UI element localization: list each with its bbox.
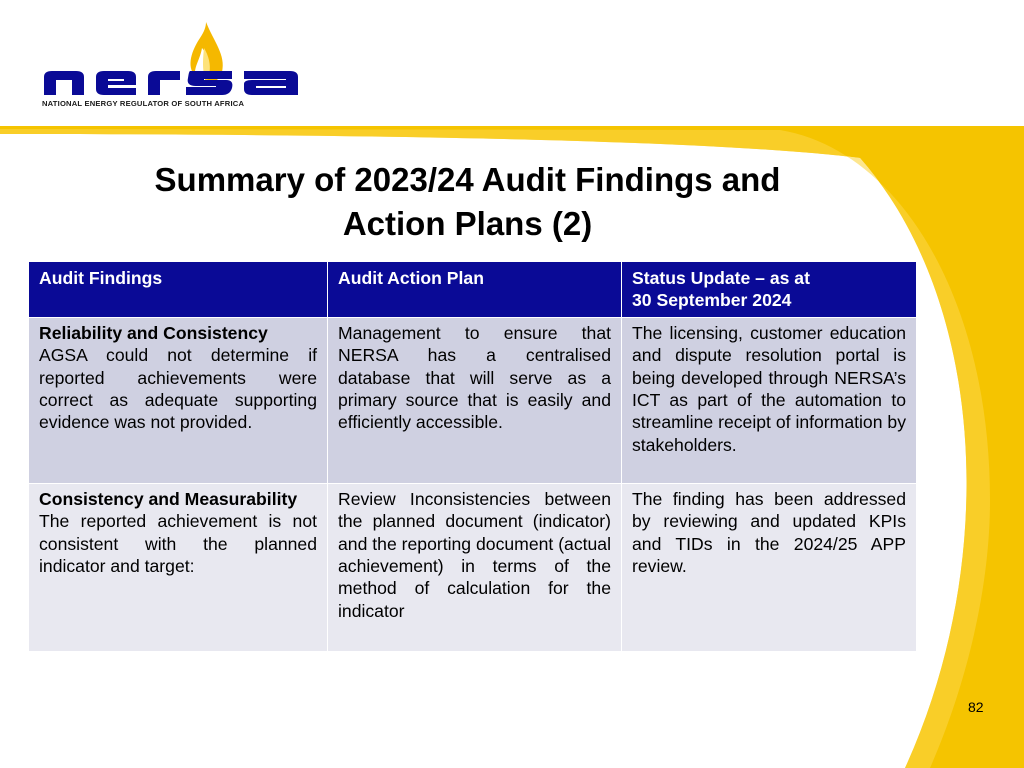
header-status-line-2: 30 September 2024 (632, 290, 792, 311)
logo-letter-r (148, 71, 180, 95)
finding-heading: Consistency and Measurability (39, 488, 298, 509)
finding-heading: Reliability and Consistency (39, 322, 268, 343)
logo-letter-n (44, 71, 84, 95)
logo-letter-s (186, 71, 232, 95)
table-header-row (29, 262, 917, 318)
finding-text: The reported achievement is not consistent with the planned indicator and target: (39, 511, 317, 577)
header-status-update (622, 262, 917, 318)
slide-title-line-1: Summary of 2023/24 Audit Findings and (154, 161, 781, 198)
page-number: 82 (968, 699, 984, 715)
action-plan-cell: Management to ensure that NERSA has a centralised database that will serve as a primary source that is easily and efficiently accessible. (328, 317, 622, 483)
header-status-line-1: Status Update – as at (632, 268, 810, 288)
finding-text: AGSA could not determine if reported achievements were correct as adequate supporting evidence was not provided. (39, 345, 317, 433)
header-audit-findings: Audit Findings (29, 262, 328, 318)
header-audit-action-plan: Audit Action Plan (328, 262, 622, 318)
nersa-logo (44, 22, 298, 95)
slide-title (60, 158, 875, 246)
audit-findings-table (28, 261, 917, 652)
finding-cell (29, 317, 328, 483)
status-cell: The finding has been addressed by reviewing and updated KPIs and TIDs in the 2024/25 APP review. (622, 483, 917, 651)
logo-tagline: NATIONAL ENERGY REGULATOR OF SOUTH AFRICA (42, 99, 245, 108)
status-cell: The licensing, customer education and dispute resolution portal is being developed through NERSA’s ICT as part of the automation to streamline receipt of information by stakeholders. (622, 317, 917, 483)
logo-letter-e (96, 71, 136, 95)
table-row (29, 317, 917, 483)
table-row (29, 483, 917, 651)
slide-title-line-2: Action Plans (2) (342, 205, 593, 242)
action-plan-cell: Review Inconsistencies between the planned document (indicator) and the reporting document (actual achievement) in terms of the method of calculation for the indicator (328, 483, 622, 651)
logo-letter-a (244, 71, 298, 95)
finding-cell (29, 483, 328, 651)
